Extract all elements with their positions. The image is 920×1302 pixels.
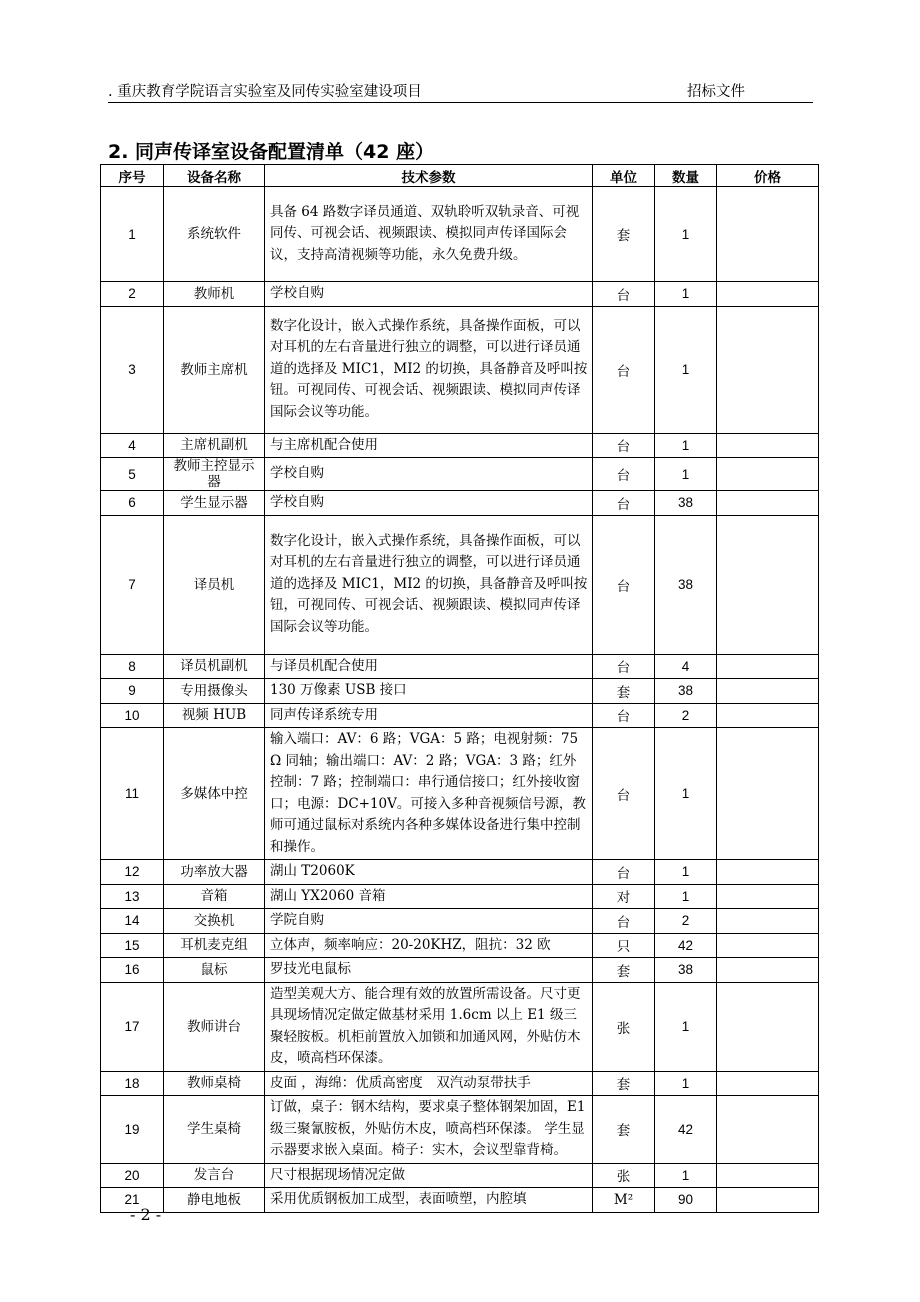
cell-qty: 1 <box>655 1071 717 1096</box>
cell-name: 发言台 <box>164 1163 265 1188</box>
table-row <box>101 884 819 909</box>
cell-tech: 学校自购 <box>265 282 593 307</box>
cell-unit: 台 <box>593 515 655 654</box>
cell-unit: M² <box>593 1188 655 1213</box>
table-row <box>101 654 819 679</box>
cell-name: 主席机副机 <box>164 433 265 458</box>
cell-unit: 套 <box>593 1071 655 1096</box>
cell-unit: 台 <box>593 282 655 307</box>
cell-price <box>717 1163 819 1188</box>
cell-tech: 学校自购 <box>265 458 593 491</box>
cell-price <box>717 491 819 516</box>
cell-name: 译员机 <box>164 515 265 654</box>
cell-no: 8 <box>101 654 164 679</box>
cell-tech: 与主席机配合使用 <box>265 433 593 458</box>
cell-tech: 造型美观大方、能合理有效的放置所需设备。尺寸更具现场情况定做定做基材采用 1.6cm 以上 E1 级三聚轻胺板。机柜前置放入加锁和加通风网，外贴仿木皮，喷高档环保漆。 <box>265 982 593 1071</box>
cell-qty: 1 <box>655 728 717 860</box>
cell-qty: 38 <box>655 679 717 704</box>
cell-unit: 台 <box>593 654 655 679</box>
cell-name: 视频 HUB <box>164 703 265 728</box>
cell-name: 功率放大器 <box>164 860 265 885</box>
cell-price <box>717 982 819 1071</box>
cell-unit: 台 <box>593 909 655 934</box>
column-header: 单位 <box>593 165 655 187</box>
cell-qty: 1 <box>655 187 717 282</box>
cell-tech: 订做，桌子：钢木结构，要求桌子整体钢架加固，E1 级三聚氰胺板，外贴仿木皮，喷高档环保漆。 学生显示器要求嵌入桌面。椅子：实木，会议型靠背椅。 <box>265 1096 593 1164</box>
cell-no: 21 <box>101 1188 164 1213</box>
cell-price <box>717 1188 819 1213</box>
cell-price <box>717 958 819 983</box>
cell-no: 4 <box>101 433 164 458</box>
cell-unit: 张 <box>593 982 655 1071</box>
cell-price <box>717 306 819 433</box>
cell-unit: 台 <box>593 433 655 458</box>
cell-tech: 130 万像素 USB 接口 <box>265 679 593 704</box>
page-header <box>108 78 813 103</box>
cell-price <box>717 909 819 934</box>
cell-name: 教师机 <box>164 282 265 307</box>
cell-qty: 4 <box>655 654 717 679</box>
cell-no: 16 <box>101 958 164 983</box>
cell-no: 5 <box>101 458 164 491</box>
table-row <box>101 1096 819 1164</box>
cell-tech: 湖山 T2060K <box>265 860 593 885</box>
cell-qty: 2 <box>655 909 717 934</box>
cell-price <box>717 282 819 307</box>
cell-unit: 套 <box>593 958 655 983</box>
cell-unit: 套 <box>593 187 655 282</box>
cell-tech: 同声传译系统专用 <box>265 703 593 728</box>
table-row <box>101 958 819 983</box>
cell-no: 12 <box>101 860 164 885</box>
cell-no: 18 <box>101 1071 164 1096</box>
cell-no: 6 <box>101 491 164 516</box>
cell-qty: 1 <box>655 860 717 885</box>
cell-no: 11 <box>101 728 164 860</box>
cell-unit: 台 <box>593 860 655 885</box>
cell-name: 耳机麦克组 <box>164 933 265 958</box>
table-row <box>101 909 819 934</box>
cell-name: 鼠标 <box>164 958 265 983</box>
cell-name: 多媒体中控 <box>164 728 265 860</box>
cell-name: 音箱 <box>164 884 265 909</box>
column-header: 序号 <box>101 165 164 187</box>
cell-unit: 套 <box>593 1096 655 1164</box>
cell-qty: 1 <box>655 282 717 307</box>
cell-qty: 42 <box>655 933 717 958</box>
table-row <box>101 1188 819 1213</box>
cell-qty: 1 <box>655 1163 717 1188</box>
cell-tech: 数字化设计，嵌入式操作系统，具备操作面板，可以对耳机的左右音量进行独立的调整，可以进行译员通道的选择及 MIC1，MI2 的切换，具备静音及呼叫按钮。可视同传、可视会话、视频跟读、模拟同声传译国际会议等功能。 <box>265 306 593 433</box>
cell-tech: 采用优质钢板加工成型，表面喷塑，内腔填 <box>265 1188 593 1213</box>
section-title: 2. 同声传译室设备配置清单（42 座） <box>108 141 435 163</box>
table-row <box>101 982 819 1071</box>
cell-tech: 尺寸根据现场情况定做 <box>265 1163 593 1188</box>
cell-no: 1 <box>101 187 164 282</box>
table-row <box>101 282 819 307</box>
table-row <box>101 433 819 458</box>
cell-price <box>717 679 819 704</box>
table-row <box>101 306 819 433</box>
cell-price <box>717 187 819 282</box>
cell-tech: 立体声，频率响应：20-20KHZ，阻抗：32 欧 <box>265 933 593 958</box>
cell-qty: 38 <box>655 491 717 516</box>
cell-price <box>717 515 819 654</box>
equipment-table <box>100 164 819 1213</box>
cell-qty: 42 <box>655 1096 717 1164</box>
cell-unit: 张 <box>593 1163 655 1188</box>
cell-unit: 台 <box>593 458 655 491</box>
cell-qty: 38 <box>655 515 717 654</box>
document-type: 招标文件 <box>687 84 745 100</box>
cell-tech: 学院自购 <box>265 909 593 934</box>
cell-no: 15 <box>101 933 164 958</box>
cell-no: 10 <box>101 703 164 728</box>
cell-price <box>717 1071 819 1096</box>
cell-unit: 对 <box>593 884 655 909</box>
cell-price <box>717 703 819 728</box>
cell-price <box>717 654 819 679</box>
table-header-row <box>101 165 819 187</box>
cell-no: 7 <box>101 515 164 654</box>
cell-qty: 1 <box>655 433 717 458</box>
cell-qty: 1 <box>655 458 717 491</box>
cell-price <box>717 728 819 860</box>
table-row <box>101 933 819 958</box>
cell-name: 译员机副机 <box>164 654 265 679</box>
table-row <box>101 1163 819 1188</box>
cell-name: 教师讲台 <box>164 982 265 1071</box>
column-header: 技术参数 <box>265 165 593 187</box>
table-row <box>101 515 819 654</box>
table-row <box>101 728 819 860</box>
cell-tech: 皮面 ，海绵：优质高密度 双汽动泵带扶手 <box>265 1071 593 1096</box>
column-header: 设备名称 <box>164 165 265 187</box>
cell-qty: 1 <box>655 884 717 909</box>
table-row <box>101 679 819 704</box>
cell-price <box>717 860 819 885</box>
cell-no: 2 <box>101 282 164 307</box>
table-row <box>101 860 819 885</box>
cell-tech: 输入端口：AV：6 路；VGA：5 路；电视射频：75Ω 同轴；输出端口：AV：2 路；VGA：3 路；红外控制：7 路；控制端口：串行通信接口；红外接收窗口；电源：DC+10V。可接入多种音视频信号源，教师可通过鼠标对系统内各种多媒体设备进行集中控制和操作。 <box>265 728 593 860</box>
cell-qty: 90 <box>655 1188 717 1213</box>
column-header: 价格 <box>717 165 819 187</box>
cell-tech: 湖山 YX2060 音箱 <box>265 884 593 909</box>
cell-qty: 2 <box>655 703 717 728</box>
table-row <box>101 187 819 282</box>
cell-no: 19 <box>101 1096 164 1164</box>
cell-name: 教师主席机 <box>164 306 265 433</box>
cell-qty: 1 <box>655 982 717 1071</box>
cell-name: 静电地板 <box>164 1188 265 1213</box>
cell-tech: 数字化设计，嵌入式操作系统，具备操作面板，可以对耳机的左右音量进行独立的调整，可以进行译员通道的选择及 MIC1，MI2 的切换，具备静音及呼叫按钮，可视同传、可视会话、视频跟读、模拟同声传译国际会议等功能。 <box>265 515 593 654</box>
table-body <box>101 187 819 1213</box>
cell-no: 17 <box>101 982 164 1071</box>
cell-unit: 只 <box>593 933 655 958</box>
cell-no: 3 <box>101 306 164 433</box>
cell-unit: 台 <box>593 491 655 516</box>
cell-unit: 套 <box>593 679 655 704</box>
cell-tech: 具备 64 路数字译员通道、双轨聆听双轨录音、可视同传、可视会话、视频跟读、模拟同声传译国际会议，支持高清视频等功能，永久免费升级。 <box>265 187 593 282</box>
cell-price <box>717 933 819 958</box>
cell-tech: 罗技光电鼠标 <box>265 958 593 983</box>
cell-name: 教师主控显示器 <box>164 458 265 491</box>
table-row <box>101 458 819 491</box>
table-row <box>101 703 819 728</box>
cell-name: 专用摄像头 <box>164 679 265 704</box>
cell-qty: 1 <box>655 306 717 433</box>
table-row <box>101 1071 819 1096</box>
cell-price <box>717 458 819 491</box>
table-row <box>101 491 819 516</box>
cell-price <box>717 884 819 909</box>
cell-name: 学生桌椅 <box>164 1096 265 1164</box>
cell-tech: 与译员机配合使用 <box>265 654 593 679</box>
cell-qty: 38 <box>655 958 717 983</box>
cell-no: 14 <box>101 909 164 934</box>
project-title: . 重庆教育学院语言实验室及同传实验室建设项目 <box>108 84 422 100</box>
cell-unit: 台 <box>593 703 655 728</box>
cell-no: 13 <box>101 884 164 909</box>
cell-name: 学生显示器 <box>164 491 265 516</box>
cell-name: 教师桌椅 <box>164 1071 265 1096</box>
cell-name: 系统软件 <box>164 187 265 282</box>
column-header: 数量 <box>655 165 717 187</box>
cell-tech: 学校自购 <box>265 491 593 516</box>
cell-no: 20 <box>101 1163 164 1188</box>
cell-no: 9 <box>101 679 164 704</box>
cell-unit: 台 <box>593 728 655 860</box>
cell-price <box>717 1096 819 1164</box>
cell-unit: 台 <box>593 306 655 433</box>
cell-price <box>717 433 819 458</box>
page-number: - 2 - <box>130 1205 162 1224</box>
cell-name: 交换机 <box>164 909 265 934</box>
